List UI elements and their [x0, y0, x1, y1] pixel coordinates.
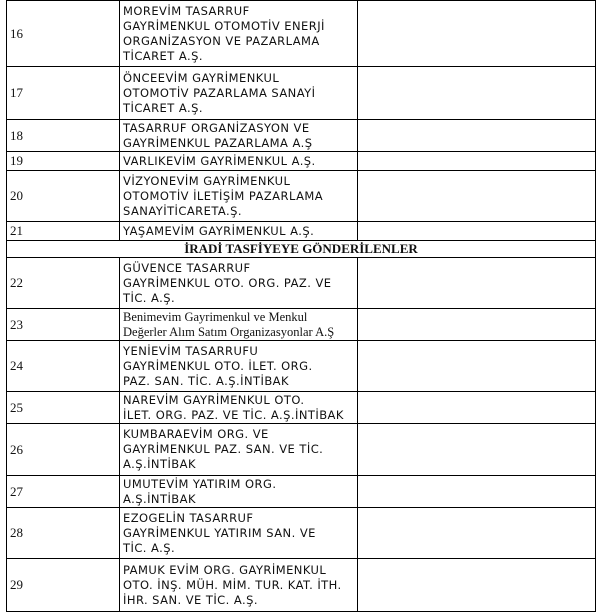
row-number: 23 — [7, 309, 120, 341]
table-row — [7, 258, 596, 309]
company-name-line: KUMBARAEVİM ORG. VE — [123, 427, 269, 441]
row-number: 26 — [7, 424, 120, 476]
company-name-line: VARLIKEVİM GAYRİMENKUL A.Ş. — [123, 153, 316, 168]
company-name — [120, 476, 358, 508]
empty-cell — [358, 67, 596, 120]
empty-cell — [358, 341, 596, 392]
company-name-line: GAYRİMENKUL YATIRIM SAN. VE — [123, 525, 316, 540]
company-name-line: PAZ. SAN. TİC. A.Ş.İNTİBAK — [123, 373, 289, 388]
company-name-line: TİCARET A.Ş. — [123, 100, 203, 115]
company-name-line: A.Ş.İNTİBAK — [123, 457, 196, 471]
company-name-line: ÖNCEEVİM GAYRİMENKUL — [123, 70, 280, 85]
row-number: 24 — [7, 341, 120, 392]
company-name-line: TİC. A.Ş. — [123, 290, 176, 305]
table-row — [7, 152, 596, 171]
row-number: 22 — [7, 258, 120, 309]
row-number: 27 — [7, 476, 120, 508]
company-name-line: VİZYONEVİM GAYRİMENKUL — [123, 173, 291, 188]
empty-cell — [358, 171, 596, 222]
row-number: 20 — [7, 171, 120, 222]
company-name-line: İHR. SAN. VE TİC. A.Ş. — [123, 592, 258, 607]
table-row — [7, 67, 596, 120]
empty-cell — [358, 258, 596, 309]
company-name-line: OTOMOTİV PAZARLAMA SANAYİ — [123, 85, 316, 100]
empty-cell — [358, 559, 596, 612]
company-name-line: YAŞAMEVİM GAYRİMENKUL A.Ş. — [123, 223, 315, 238]
empty-cell — [358, 476, 596, 508]
company-name — [120, 392, 358, 424]
company-name-line: OTO. İNŞ. MÜH. MİM. TUR. KAT. İTH. — [123, 577, 342, 592]
company-name — [120, 171, 358, 222]
table-row — [7, 392, 596, 424]
table-row — [7, 508, 596, 559]
company-name-line: GAYRİMENKUL OTO. ORG. PAZ. VE — [123, 275, 332, 290]
company-name-line: SANAYİTİCARETA.Ş. — [123, 203, 243, 218]
table-row — [7, 476, 596, 508]
company-name — [120, 67, 358, 120]
company-name-line: MOREVİM TASARRUF — [123, 3, 250, 18]
company-name-line: Benimevim Gayrimenkul ve Menkul — [123, 309, 308, 324]
table-row — [7, 1, 596, 67]
company-name-line: EZOGELİN TASARRUF — [123, 510, 254, 525]
row-number: 29 — [7, 559, 120, 612]
row-number: 25 — [7, 392, 120, 424]
empty-cell — [358, 424, 596, 476]
company-name — [120, 341, 358, 392]
company-name — [120, 258, 358, 309]
company-name — [120, 1, 358, 67]
table-row — [7, 171, 596, 222]
company-name — [120, 508, 358, 559]
empty-cell — [358, 309, 596, 341]
company-name-line: Değerler Alım Satım Organizasyonlar A.Ş — [123, 324, 335, 339]
empty-cell — [358, 120, 596, 152]
company-name-line: GÜVENCE TASARRUF — [123, 260, 251, 275]
company-name-line: GAYRİMENKUL PAZARLAMA A.Ş — [123, 135, 313, 150]
company-name-line: TİC. A.Ş. — [123, 540, 176, 555]
company-table — [6, 0, 596, 612]
company-name-line: GAYRİMENKUL OTOMOTİV ENERJİ — [123, 18, 325, 33]
company-name — [120, 559, 358, 612]
row-number: 28 — [7, 508, 120, 559]
company-name-line: A.Ş.İNTİBAK — [123, 491, 196, 506]
row-number: 16 — [7, 1, 120, 67]
row-number: 17 — [7, 67, 120, 120]
empty-cell — [358, 508, 596, 559]
company-name-line: NAREVİM GAYRİMENKUL OTO. — [123, 392, 305, 407]
company-name-line: OTOMOTİV İLETİŞİM PAZARLAMA — [123, 188, 324, 203]
empty-cell — [358, 392, 596, 424]
row-number: 18 — [7, 120, 120, 152]
company-name-line: PAMUK EVİM ORG. GAYRİMENKUL — [123, 562, 327, 577]
company-name — [120, 152, 358, 171]
row-number: 21 — [7, 222, 120, 241]
company-name-line: YENİEVİM TASARRUFU — [123, 343, 259, 358]
table-row — [7, 559, 596, 612]
company-name-line: GAYRİMENKUL PAZ. SAN. VE TİC. — [123, 442, 324, 456]
company-name-line: TİCARET A.Ş. — [123, 48, 203, 63]
company-name-line: UMUTEVİM YATIRIM ORG. — [123, 476, 277, 491]
section-title: İRADİ TASFİYEYE GÖNDERİLENLER — [7, 241, 596, 258]
section-header-row — [7, 241, 596, 258]
company-name-line: TASARRUF ORGANİZASYON VE — [123, 120, 310, 135]
table-row — [7, 341, 596, 392]
table-row — [7, 120, 596, 152]
table-row — [7, 309, 596, 341]
company-name-line: GAYRİMENKUL OTO. İLET. ORG. — [123, 358, 313, 373]
company-name — [120, 309, 358, 341]
empty-cell — [358, 222, 596, 241]
empty-cell — [358, 1, 596, 67]
row-number: 19 — [7, 152, 120, 171]
company-name-line: ORGANİZASYON VE PAZARLAMA — [123, 33, 320, 48]
company-name — [120, 222, 358, 241]
empty-cell — [358, 152, 596, 171]
company-name — [120, 120, 358, 152]
table-row — [7, 424, 596, 476]
company-name-line: İLET. ORG. PAZ. VE TİC. A.Ş.İNTİBAK — [123, 407, 344, 422]
table-row — [7, 222, 596, 241]
company-name — [120, 424, 358, 476]
